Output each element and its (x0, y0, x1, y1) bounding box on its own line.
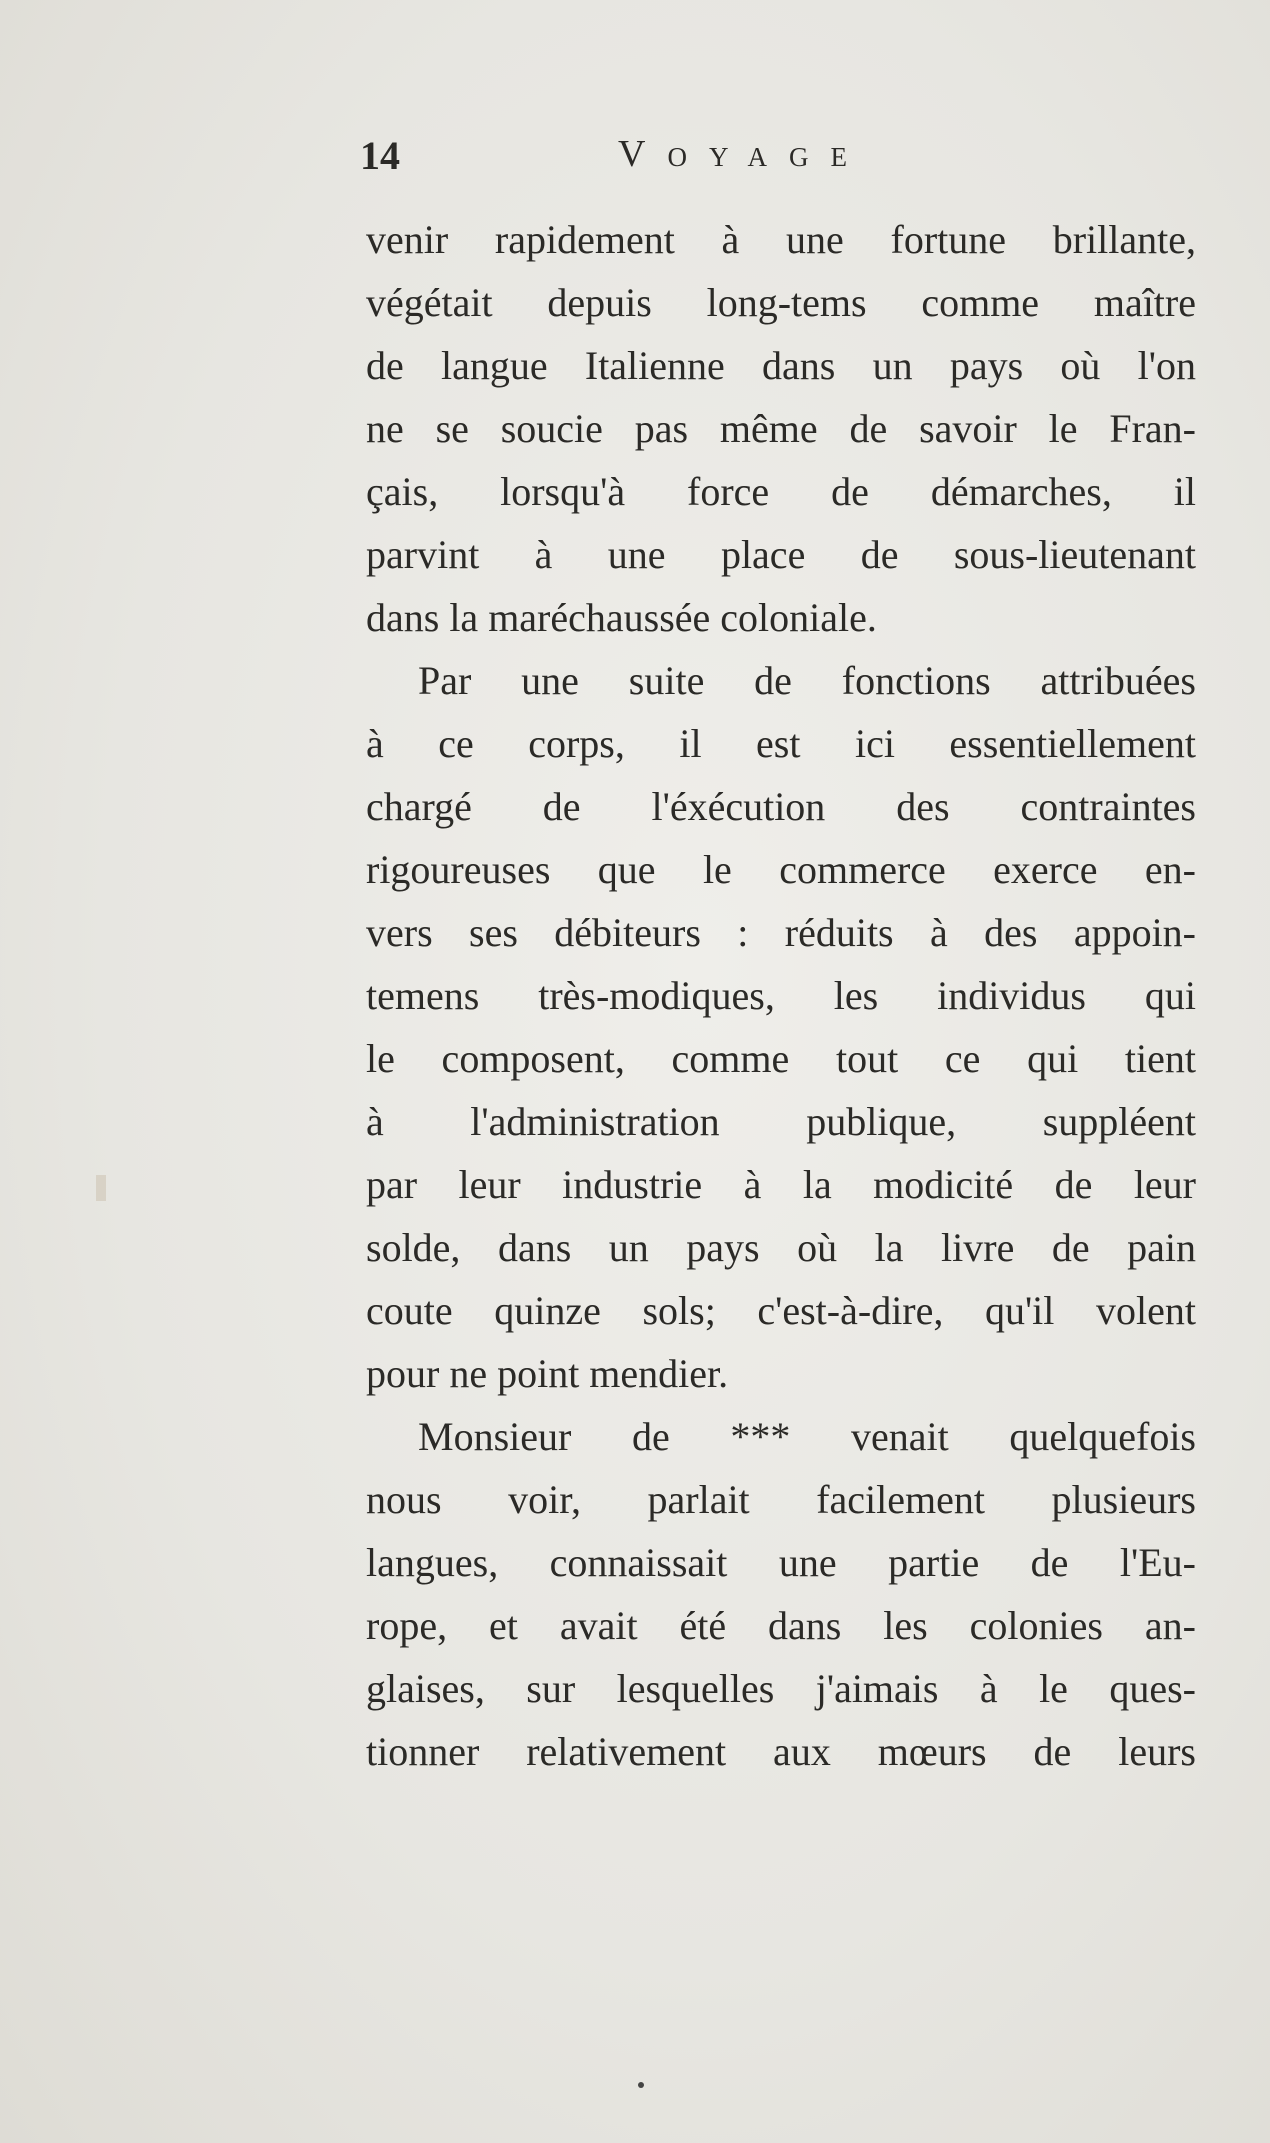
text-line: ne se soucie pas même de savoir le Fran- (366, 406, 1196, 451)
text-line: Par une suite de fonctions attribuées (418, 658, 1196, 703)
text-line: tionner relativement aux mœurs de leurs (366, 1729, 1196, 1774)
text-line: par leur industrie à la modicité de leur (366, 1162, 1196, 1207)
text-line: langues, connaissait une partie de l'Eu- (366, 1540, 1196, 1585)
text-line: temens très-modiques, les individus qui (366, 973, 1196, 1018)
page-body (366, 208, 1196, 1783)
page-speck (96, 1175, 106, 1201)
text-line: dans la maréchaussée coloniale. (366, 595, 877, 640)
text-line: çais, lorsqu'à force de démarches, il (366, 469, 1196, 514)
text-line: à ce corps, il est ici essentiellement (366, 721, 1196, 766)
text-line: rope, et avait été dans les colonies an- (366, 1603, 1196, 1648)
text-line: solde, dans un pays où la livre de pain (366, 1225, 1196, 1270)
text-line: nous voir, parlait facilement plusieurs (366, 1477, 1196, 1522)
text-line: de langue Italienne dans un pays où l'on (366, 343, 1196, 388)
text-line: venir rapidement à une fortune brillante, (366, 217, 1196, 262)
ink-dot (638, 2082, 644, 2088)
text-line: Monsieur de *** venait quelquefois (418, 1414, 1196, 1459)
text-line: parvint à une place de sous-lieutenant (366, 532, 1196, 577)
text-line: le composent, comme tout ce qui tient (366, 1036, 1196, 1081)
page-header (360, 132, 960, 188)
running-head: Voyage (618, 133, 869, 175)
text-line: rigoureuses que le commerce exerce en- (366, 847, 1196, 892)
text-line: à l'administration publique, suppléent (366, 1099, 1196, 1144)
page-number: 14 (360, 133, 400, 178)
text-line: coute quinze sols; c'est-à-dire, qu'il volent (366, 1288, 1196, 1333)
text-line: glaises, sur lesquelles j'aimais à le ques- (366, 1666, 1196, 1711)
text-line: pour ne point mendier. (366, 1351, 729, 1396)
text-line: végétait depuis long-tems comme maître (366, 280, 1196, 325)
text-line: chargé de l'éxécution des contraintes (366, 784, 1196, 829)
text-line: vers ses débiteurs : réduits à des appoin- (366, 910, 1196, 955)
